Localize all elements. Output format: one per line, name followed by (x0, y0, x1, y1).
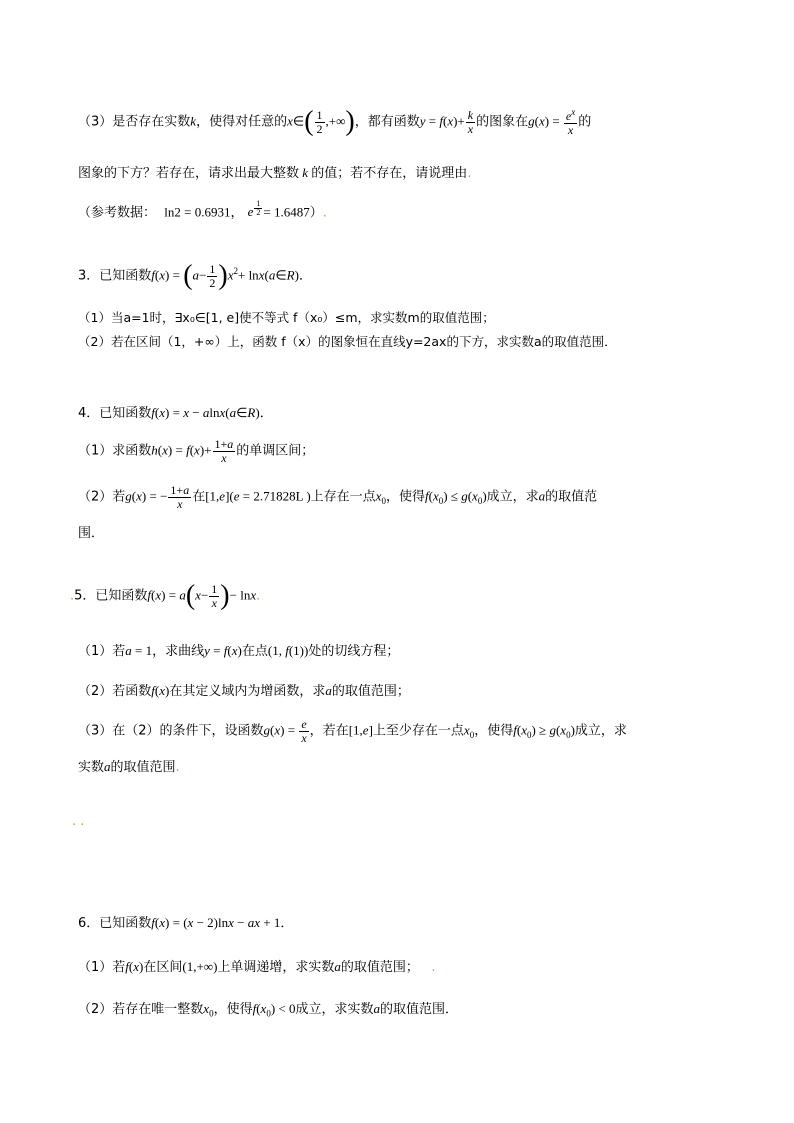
q4-part1: （1）求函数h(x) = f(x)+ $\frac{1+a}{x}$ 的单调区间； (78, 437, 315, 465)
q5-title: .5．已知函数f(x) = a(x− $\frac{1}{x}$ )− lnx. (70, 580, 261, 611)
q5-part3-line1: （3）在（2）的条件下，设函数g(x) = $\frac{e}{x}$ ，若在[1,e]上至少存在一点$x_0$，使得$f(x_0) \ge g(x_0)$成立，求 (78, 717, 627, 745)
fraction-one-half: $\frac{1}{2}$ (316, 108, 323, 136)
q3-part2: （2）若在区间（1，+∞）上，函数 f（x）的图象恒在直线y=2ax的下方，求实数a的取值范围． (78, 334, 617, 349)
math-y-eq: y (419, 113, 426, 129)
fraction-1plusa-over-x: $\frac{1+a}{x}$ (170, 483, 190, 511)
fraction-one-over-x: $\frac{1}{x}$ (211, 581, 218, 610)
q5-part1: （1）若a = 1，求曲线y = f(x)在点(1, f(1))处的切线方程； (78, 643, 400, 659)
fraction-k-over-x: $\frac{k}{x}$ (467, 108, 474, 136)
q6-part1: （1）若f(x)在区间(1,+∞)上单调递增，求实数a的取值范围； . (78, 959, 436, 975)
math-e-half: e $^{\frac{1}{2}}$ (247, 199, 261, 220)
math-x-interval: x (287, 113, 293, 129)
q5-part2: （2）若函数f(x)在其定义域内为增函数，求a的取值范围； (78, 683, 410, 699)
q2-reference-data: （参考数据： ln2 = 0.6931， e $^{\frac{1}{2}}$ = 1.6487）. (78, 199, 327, 221)
q6-title: 6．已知函数f(x) = (x − 2)lnx − ax + 1． (78, 915, 294, 931)
q3-title: 3．已知函数f(x) = (a− $\frac{1}{2}$ )$x^2+$ lnx(a∈R)． (78, 260, 312, 291)
fraction-1plusa-over-x: $\frac{1+a}{x}$ (214, 437, 234, 465)
q4-title: 4．已知函数f(x) = x − alnx(a∈R)． (78, 405, 273, 421)
q2-part3-line2: 图象的下方？若存在，请求出最大整数 k 的值；若不存在，请说理由. (78, 165, 472, 181)
fraction-e-over-x: $\frac{e}{x}$ (301, 717, 307, 745)
q6-part2: （2）若存在唯一整数$x_0$，使得$f(x_0) < 0$成立，求实数a的取值范围． (78, 1001, 459, 1019)
q5-part3-line2: 实数a的取值范围. (78, 759, 180, 775)
q2-part3-line1: （3）是否存在实数k，使得对任意的x∈( $\frac{1}{2}$ ,+∞)，都有函数y = f(x)+ $\frac{k}{x}$ 的图象在g(x) = $\frac{e^x}{x}$ 的 (78, 106, 592, 138)
q4-part2-line2: 围． (78, 526, 105, 541)
fraction-one-half: $\frac{1}{2}$ (209, 261, 216, 290)
q3-part1: （1）当a=1时，∃x₀∈[1, e]使不等式 f（x₀）≤m，求实数m的取值范围； (78, 310, 495, 325)
math-k: k (190, 113, 197, 129)
stray-marks: . . (72, 814, 85, 829)
fraction-ex-over-x: $\frac{e^x}{x}$ (565, 107, 576, 137)
q4-part2-line1: （2）若g(x) = − $\frac{1+a}{x}$ 在[1,e](e = 2.71828L )上存在一点$x_0$，使得$f(x_0) \le g(x_0)$成立，求a的取值范 (78, 483, 598, 511)
